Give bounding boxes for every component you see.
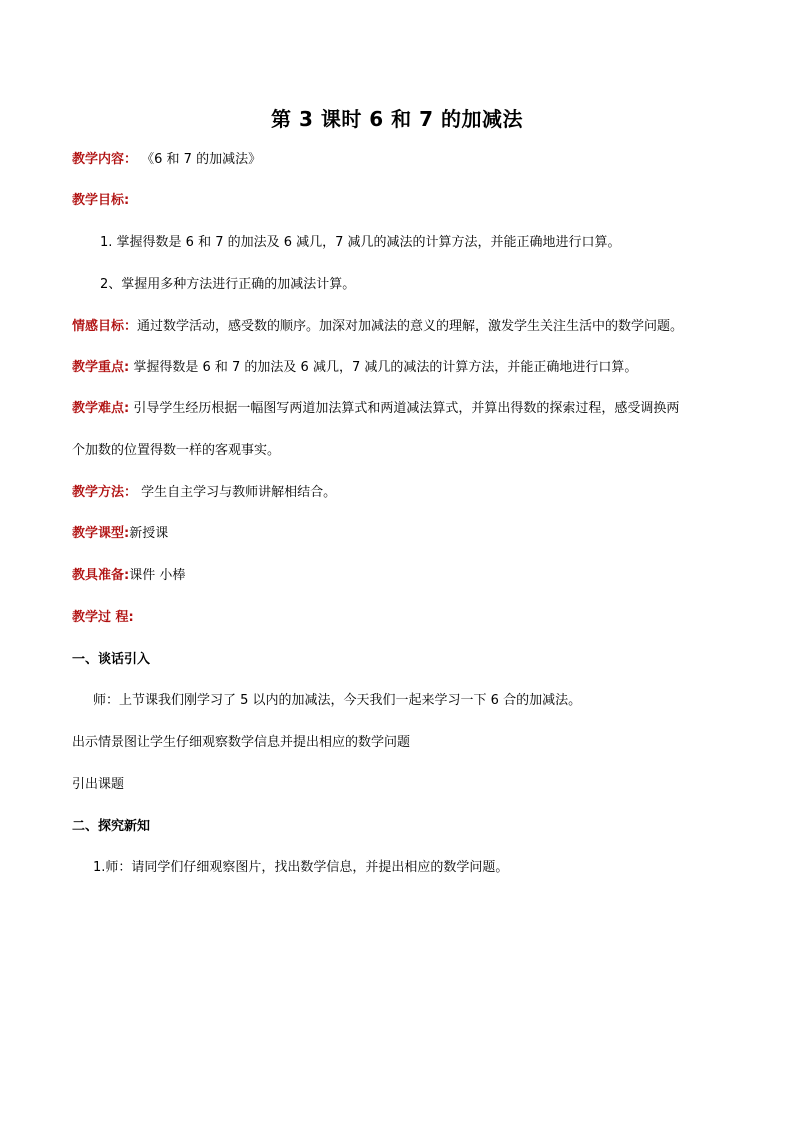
teaching-tools-label: 教具准备: bbox=[72, 568, 130, 583]
section-intro-line-2: 出示情景图让学生仔细观察数学信息并提出相应的数学问题 bbox=[72, 735, 411, 750]
teaching-content-label: 教学内容： bbox=[72, 152, 138, 167]
teaching-tools-line bbox=[72, 567, 732, 585]
difficulties-label: 教学难点: bbox=[72, 401, 130, 416]
teaching-method-label: 教学方法： bbox=[72, 485, 138, 500]
emotion-goal-text: 通过数学活动，感受数的顺序。加深对加减法的意义的理解，激发学生关注生活中的数学问题。 bbox=[137, 319, 684, 334]
section-heading-explore: 二、探究新知 bbox=[72, 819, 151, 834]
teaching-objectives-label: 教学目标: bbox=[72, 193, 130, 208]
objective-item-2: 2、掌握用多种方法进行正确的加减法计算。 bbox=[100, 277, 356, 292]
difficulties-line bbox=[72, 400, 732, 418]
difficulties-text: 引导学生经历根据一幅图写两道加法算式和两道减法算式，并算出得数的探索过程，感受调换两 bbox=[129, 401, 680, 416]
emotion-goal-label: 情感目标： bbox=[72, 319, 138, 334]
lesson-type-text: 新授课 bbox=[129, 526, 169, 541]
teaching-method-line bbox=[72, 484, 732, 502]
lesson-type-line bbox=[72, 525, 732, 543]
teaching-content-line bbox=[72, 151, 732, 169]
section-intro-line-3: 引出课题 bbox=[72, 777, 125, 792]
section-explore-line-1: 1.师：请同学们仔细观察图片，找出数学信息，并提出相应的数学问题。 bbox=[93, 860, 509, 875]
objective-item-1: 1. 掌握得数是 6 和 7 的加法及 6 减几，7 减几的减法的计算方法，并能正确地进行口算。 bbox=[100, 235, 621, 250]
emotion-goal-line bbox=[72, 318, 732, 336]
key-points-label: 教学重点: bbox=[72, 360, 130, 375]
teaching-objectives-line bbox=[72, 192, 732, 210]
teaching-method-text: 学生自主学习与教师讲解相结合。 bbox=[137, 485, 337, 500]
teaching-tools-text: 课件 小棒 bbox=[129, 568, 186, 583]
document-title: 第 3 课时 6 和 7 的加减法 bbox=[270, 107, 524, 131]
difficulties-continuation: 个加数的位置得数一样的客观事实。 bbox=[72, 443, 281, 458]
teaching-content-text: 《6 和 7 的加减法》 bbox=[137, 152, 262, 167]
teaching-process-label: 教学过 程: bbox=[72, 610, 134, 625]
section-heading-intro: 一、谈话引入 bbox=[72, 652, 151, 667]
section-intro-line-1: 师：上节课我们刚学习了 5 以内的加减法，今天我们一起来学习一下 6 合的加减法。 bbox=[93, 693, 582, 708]
teaching-process-line bbox=[72, 609, 732, 627]
key-points-text: 掌握得数是 6 和 7 的加法及 6 减几，7 减几的减法的计算方法，并能正确地进行口算。 bbox=[129, 360, 638, 375]
lesson-type-label: 教学课型: bbox=[72, 526, 130, 541]
key-points-line bbox=[72, 359, 732, 377]
